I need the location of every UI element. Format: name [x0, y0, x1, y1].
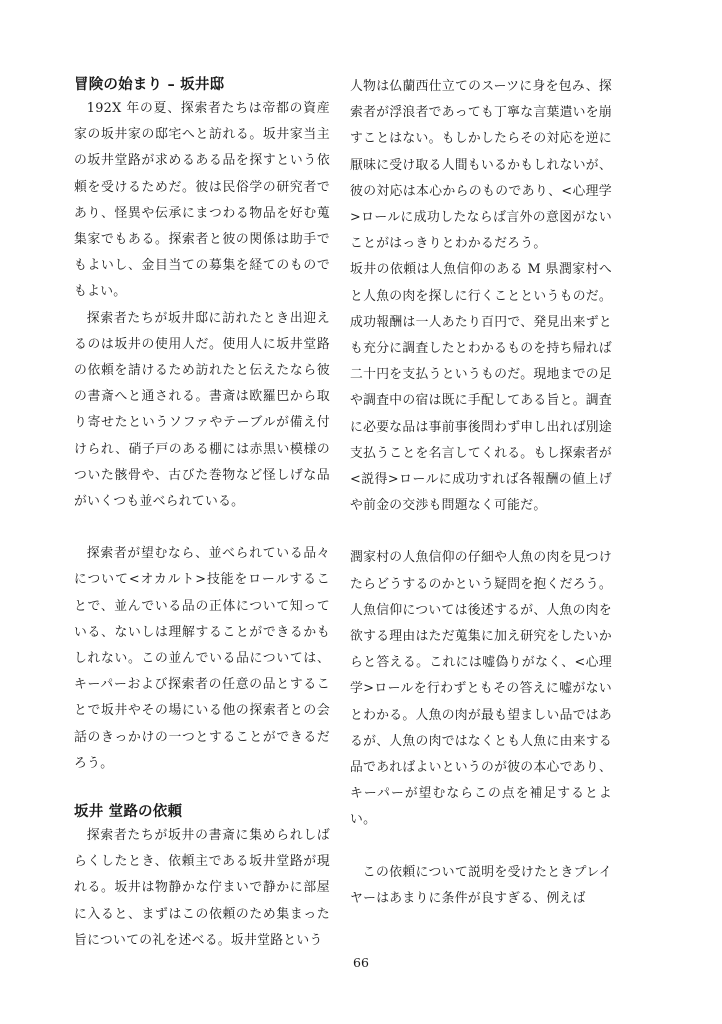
page-number: 66	[353, 955, 369, 970]
paragraph-sakai-character: 人物は仏蘭西仕立てのスーツに身を包み、探索者が浮浪者であっても丁寧な言葉遣いを崩すことはない。もしかしたらその対応を逆に厭味に受け取る人間もいるかもしれないが、彼の対応は本心からのものであり、<心理学>ロールに成功したならば言外の意図がないことがはっきりとわかるだろう。	[350, 79, 612, 252]
paragraph-intro: 192X 年の夏、探索者たちは帝都の資産家の坂井家の邸宅へと訪れる。坂井家当主の坂井堂路が求めるある品を探すという依頼を受けるためだ。彼は民俗学の研究者であり、怪異や伝承にまつわる物品を好む蒐集家でもある。探索者と彼の関係は助手でもよいし、金目当ての募集を経てのものでもよい。	[74, 101, 330, 300]
spacer	[350, 519, 612, 545]
spacer	[74, 515, 330, 541]
section-heading-adventure-start: 冒険の始まり – 坂井邸	[74, 77, 225, 93]
paragraph-request-details: 坂井の依頼は人魚信仰のある M 県潤家村へと人魚の肉を探しに行くことというものだ。成功報酬は一人あたり百円で、発見出来ずとも充分に調査したとわかるものを持ち帰れば二十円を支払うというものだ。現地までの足や調査中の宿は既に手配してある旨と。調査に必要な品は事前事後問わず申し出れば別途支払うことを名言してくれる。もし探索者が<説得>ロールに成功すれば各報酬の値上げや前金の交渉も問題なく可能だ。	[350, 262, 612, 514]
paragraph-conditions: この依頼について説明を受けたときプレイヤーはあまりに条件が良すぎる、例えば	[350, 864, 612, 906]
right-column	[350, 74, 612, 912]
paragraph-occult-roll: 探索者が望むなら、並べられている品々について<オカルト>技能をロールすることで、並んでいる品の正体について知っている、ないしは理解することができるかもしれない。この並んでいる品については、キーパーおよび探索者の任意の品とすることで坂井やその場にいる他の探索者との会話のきっかけの一つとすることができるだろう。	[74, 546, 330, 771]
section-heading-request: 坂井 堂路の依頼	[74, 804, 183, 821]
spacer	[74, 777, 330, 801]
paragraph-servant-study: 探索者たちが坂井邸に訪れたとき出迎えるのは坂井の使用人だ。使用人に坂井堂路の依頼を請けるため訪れたと伝えたなら彼の書斎へと通される。書斎は欧羅巴から取り寄せたというソファやテーブルが備え付けられ、硝子戸のある棚には赤黒い模様のついた骸骨や、古びた巻物など怪しげな品がいくつも並べられている。	[74, 310, 330, 510]
paragraph-sakai-appears: 探索者たちが坂井の書斎に集められしばらくしたとき、依頼主である坂井堂路が現れる。坂井は物静かな佇まいで静かに部屋に入ると、まずはこの依頼のため集まった旨についての礼を述べる。坂井堂路という	[74, 828, 330, 948]
paragraph-mermaid-faith: 潤家村の人魚信仰の仔細や人魚の肉を見つけたらどうするのかという疑問を抱くだろう。人魚信仰については後述するが、人魚の肉を欲する理由はただ蒐集に加え研究をしたいからと答える。これには嘘偽りがなく、<心理学>ロールを行わずともその答えに嘘がないとわかる。人魚の肉が最も望ましい品ではあるが、人魚の肉ではなくとも人魚に由来する品であればよいというのが彼の本心であり、キーパーが望むならこの点を補足するとよい。	[350, 550, 612, 828]
spacer	[350, 834, 612, 860]
left-column	[74, 74, 330, 954]
